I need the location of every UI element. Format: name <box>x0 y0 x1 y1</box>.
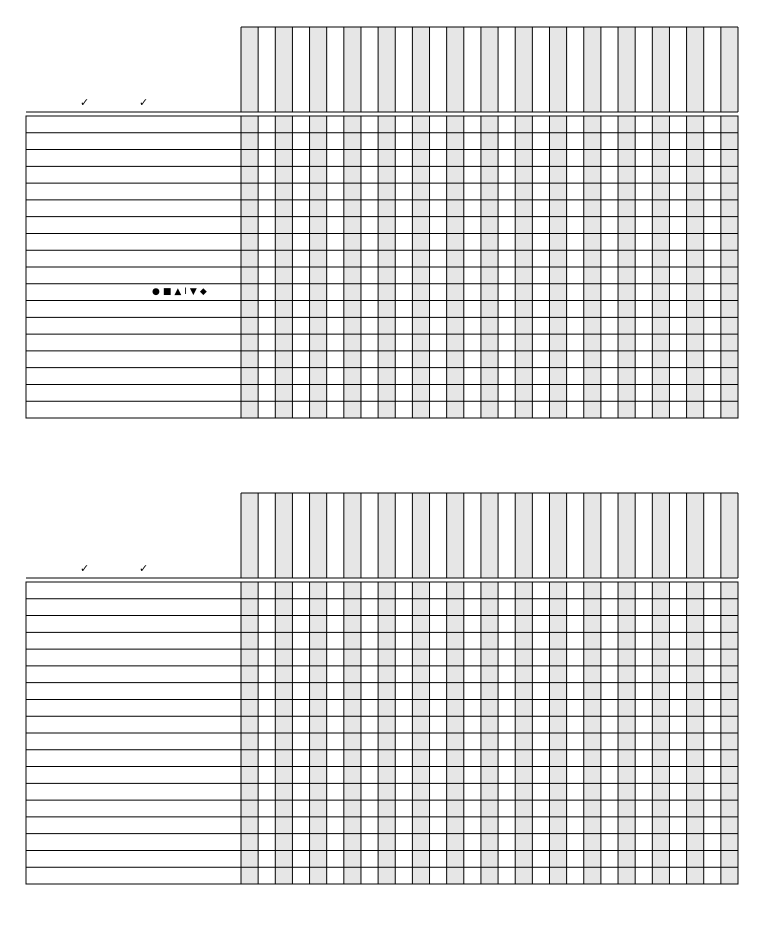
header-column-shade <box>652 27 669 112</box>
header-column-shade <box>549 493 566 578</box>
header-column-shade <box>481 493 498 578</box>
header-column-shade <box>687 493 704 578</box>
header-column-shade <box>412 27 429 112</box>
header-column-shade <box>310 493 327 578</box>
header-column-shade <box>447 493 464 578</box>
header-column-shade <box>652 493 669 578</box>
grade-grid <box>0 466 768 932</box>
header-column-shade <box>618 27 635 112</box>
header-column-shade <box>721 27 738 112</box>
header-column-shade <box>687 27 704 112</box>
checkmark-icon: ✓ <box>139 562 149 575</box>
checkmark-icon: ✓ <box>139 96 149 109</box>
header-column-shade <box>549 27 566 112</box>
header-column-shade <box>584 493 601 578</box>
header-column-shade <box>275 27 292 112</box>
header-column-shade <box>584 27 601 112</box>
header-column-shade <box>515 493 532 578</box>
checkmark-icon: ✓ <box>80 562 90 575</box>
header-column-shade <box>344 493 361 578</box>
header-column-shade <box>515 27 532 112</box>
header-column-shade <box>241 493 258 578</box>
header-column-shade <box>378 27 395 112</box>
header-column-shade <box>721 493 738 578</box>
symbol-legend: ●■▲I▼◆ <box>152 287 210 297</box>
header-column-shade <box>344 27 361 112</box>
header-column-shade <box>447 27 464 112</box>
header-column-shade <box>618 493 635 578</box>
checkmark-icon: ✓ <box>80 96 90 109</box>
grade-form-bottom <box>0 466 768 932</box>
header-column-shade <box>310 27 327 112</box>
header-column-shade <box>275 493 292 578</box>
header-column-shade <box>412 493 429 578</box>
header-column-shade <box>481 27 498 112</box>
header-column-shade <box>378 493 395 578</box>
header-column-shade <box>241 27 258 112</box>
